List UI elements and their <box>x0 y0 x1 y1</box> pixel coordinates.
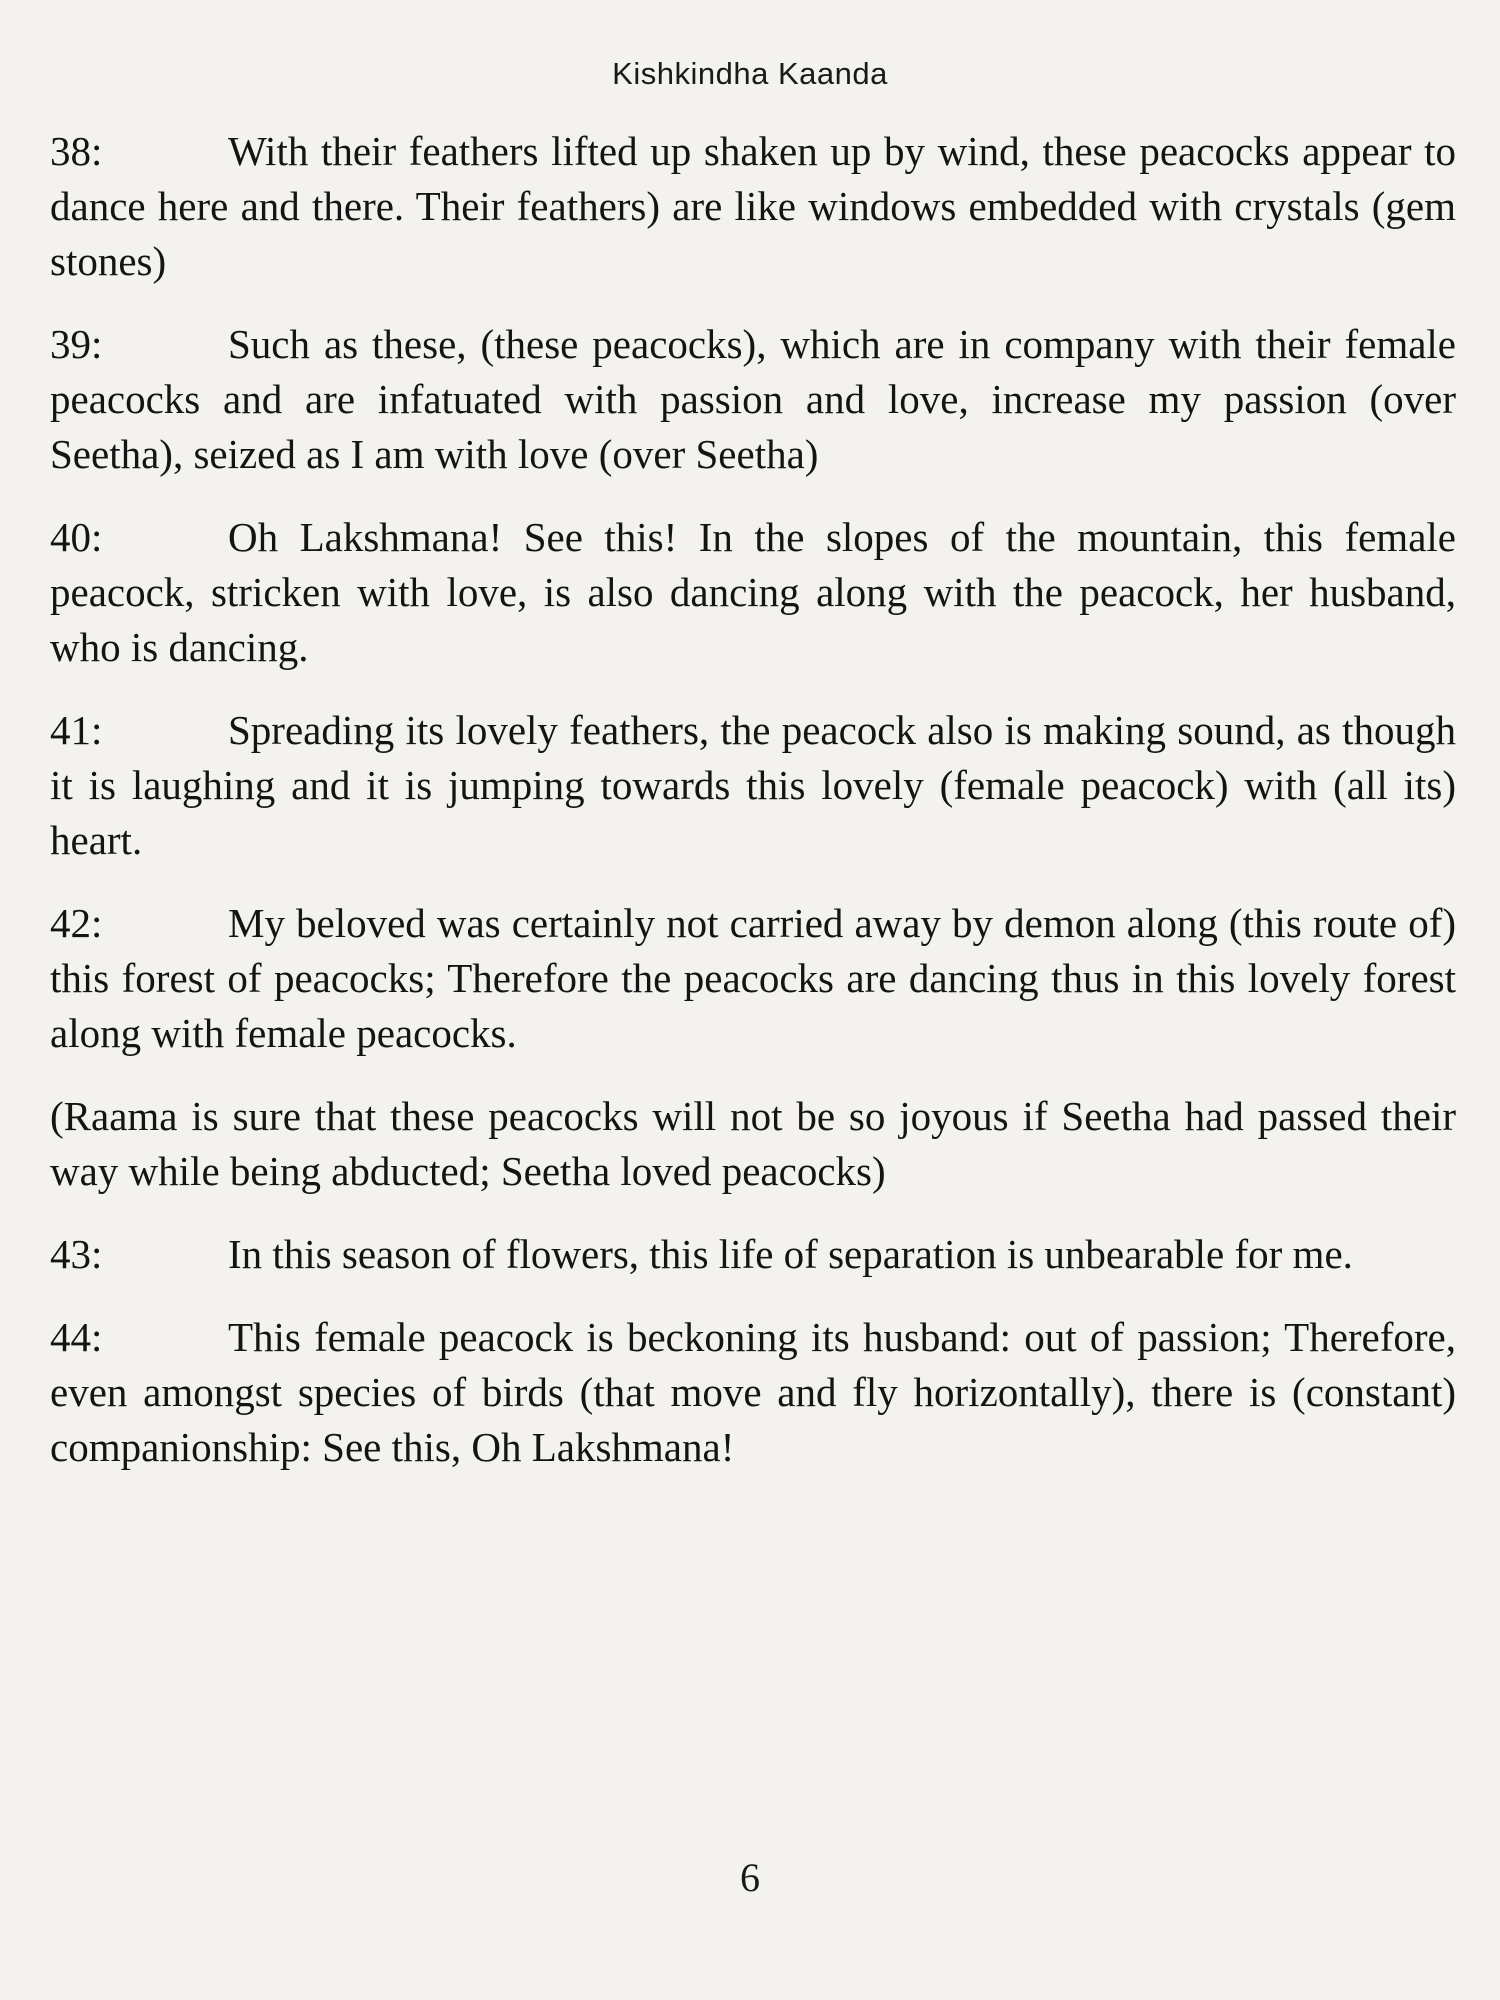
verse-41 <box>50 703 1456 868</box>
page-body <box>50 124 1456 1503</box>
verse-text: This female peacock is beckoning its husband: out of passion; Therefore, even amongst species of birds (that move and fly horizontally), there is (constant) companionship: See this, Oh Lakshmana! <box>50 1314 1456 1470</box>
verse-number: 42: <box>50 900 103 946</box>
verse-42 <box>50 896 1456 1061</box>
verse-number: 39: <box>50 321 103 367</box>
verse-text: My beloved was certainly not carried away by demon along (this route of) this forest of peacocks; Therefore the peacocks are dancing thus in this lovely forest along with female peacocks. <box>50 900 1456 1056</box>
verse-text: Such as these, (these peacocks), which are in company with their female peacocks and are infatuated with passion and love, increase my passion (over Seetha), seized as I am with love (over Seetha) <box>50 321 1456 477</box>
verse-39 <box>50 317 1456 482</box>
commentary-note: (Raama is sure that these peacocks will not be so joyous if Seetha had passed their way while being abducted; Seetha loved peacocks) <box>50 1093 1456 1194</box>
verse-44 <box>50 1310 1456 1475</box>
page-number: 6 <box>740 1855 760 1900</box>
verse-40 <box>50 510 1456 675</box>
verse-text: With their feathers lifted up shaken up by wind, these peacocks appear to dance here and there. Their feathers) are like windows embedded with crystals (gem stones) <box>50 128 1456 284</box>
page-header: Kishkindha Kaanda <box>612 56 888 91</box>
verse-number: 43: <box>50 1231 103 1277</box>
verse-text: Oh Lakshmana! See this! In the slopes of the mountain, this female peacock, stricken with love, is also dancing along with the peacock, her husband, who is dancing. <box>50 514 1456 670</box>
verse-number: 41: <box>50 707 103 753</box>
verse-number: 38: <box>50 128 103 174</box>
verse-text: In this season of flowers, this life of separation is unbearable for me. <box>228 1231 1353 1277</box>
verse-38 <box>50 124 1456 289</box>
verse-number: 40: <box>50 514 103 560</box>
verse-number: 44: <box>50 1314 103 1360</box>
verse-text: Spreading its lovely feathers, the peacock also is making sound, as though it is laughing and it is jumping towards this lovely (female peacock) with (all its) heart. <box>50 707 1456 863</box>
verse-43 <box>50 1227 1456 1282</box>
